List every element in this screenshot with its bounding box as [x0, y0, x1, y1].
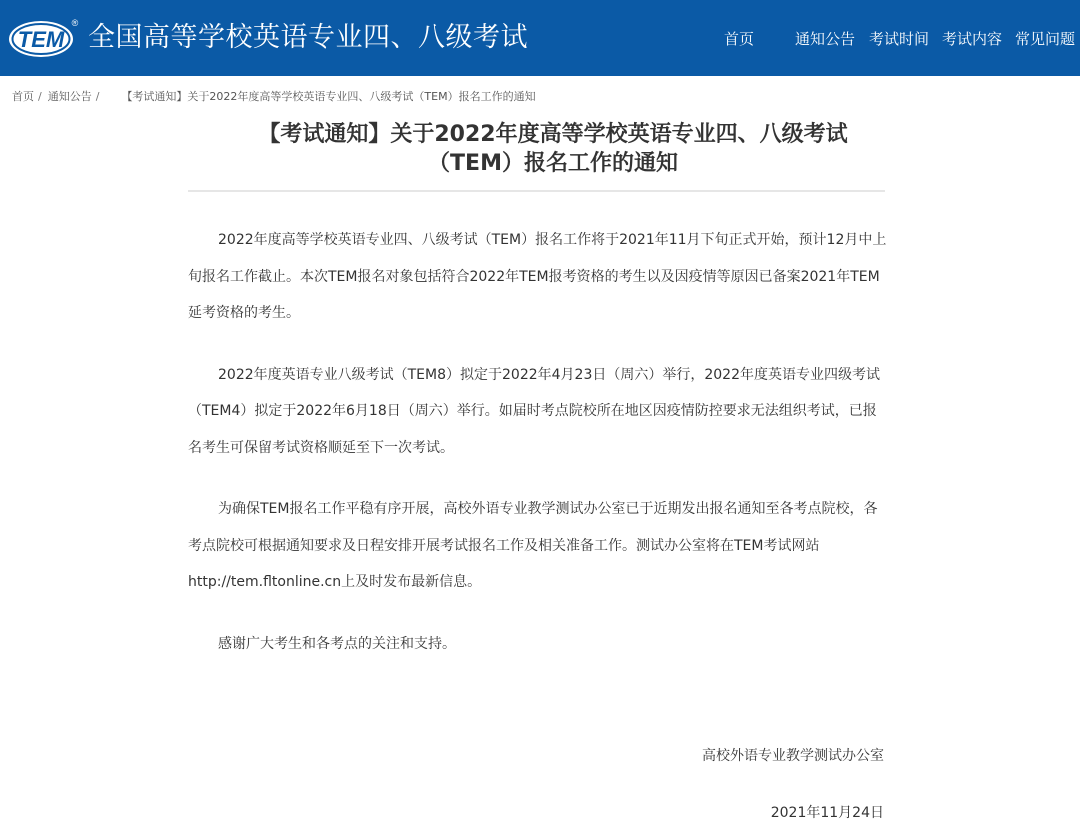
site-header — [0, 0, 1080, 76]
tem-logo[interactable] — [7, 16, 79, 60]
paragraph-exam-dates: 2022年度英语专业八级考试（TEM8）拟定于2022年4月23日（周六）举行，2022年度英语专业四级考试（TEM4）拟定于2022年6月18日（周六）举行。如届时考点院校所在地区因疫情防控要求无法组织考试，已报名考生可保留考试资格顺延至下一次考试。 — [188, 366, 880, 456]
nav-faq[interactable]: 常见问题 — [1015, 30, 1076, 48]
breadcrumb-separator: / — [95, 90, 100, 103]
nav-notices[interactable]: 通知公告 — [795, 30, 856, 48]
breadcrumb-separator: / — [38, 90, 42, 103]
breadcrumb-home[interactable]: 首页 — [12, 90, 34, 103]
breadcrumb-notices[interactable]: 通知公告 — [47, 90, 92, 103]
article-body — [188, 222, 888, 687]
breadcrumb — [12, 88, 536, 106]
article-date: 2021年11月24日 — [770, 805, 884, 821]
site-title[interactable]: 全国高等学校英语专业四、八级考试 — [88, 22, 528, 53]
nav-home[interactable]: 首页 — [724, 30, 755, 48]
article-title — [188, 120, 918, 178]
tem-logo-text: TEM — [17, 27, 65, 52]
registered-mark: ® — [71, 18, 79, 28]
article-title-line-1: 【考试通知】关于2022年度高等学校英语专业四、八级考试 — [258, 122, 848, 147]
nav-exam-time[interactable]: 考试时间 — [869, 30, 930, 48]
title-divider — [188, 190, 885, 192]
breadcrumb-current: 【考试通知】关于2022年度高等学校英语专业四、八级考试（TEM）报名工作的通知 — [121, 90, 536, 103]
paragraph-registration: 2022年度高等学校英语专业四、八级考试（TEM）报名工作将于2021年11月下旬正式开始，预计12月中上旬报名工作截止。本次TEM报名对象包括符合2022年TEM报考资格的考生以及因疫情等原因已备案2021年TEM延考资格的考生。 — [188, 232, 887, 321]
paragraph-thanks: 感谢广大考生和各考点的关注和支持。 — [218, 635, 456, 652]
article-title-line-2: （TEM）报名工作的通知 — [428, 151, 678, 176]
article-signature: 高校外语专业教学测试办公室 — [702, 748, 884, 764]
paragraph-preparation: 为确保TEM报名工作平稳有序开展，高校外语专业教学测试办公室已于近期发出报名通知至各考点院校，各考点院校可根据通知要求及日程安排开展考试报名工作及相关准备工作。测试办公室将在TEM考试网站http://tem.fltonline.cn上及时发布最新信息。 — [188, 501, 878, 590]
nav-exam-content[interactable]: 考试内容 — [942, 30, 1003, 48]
